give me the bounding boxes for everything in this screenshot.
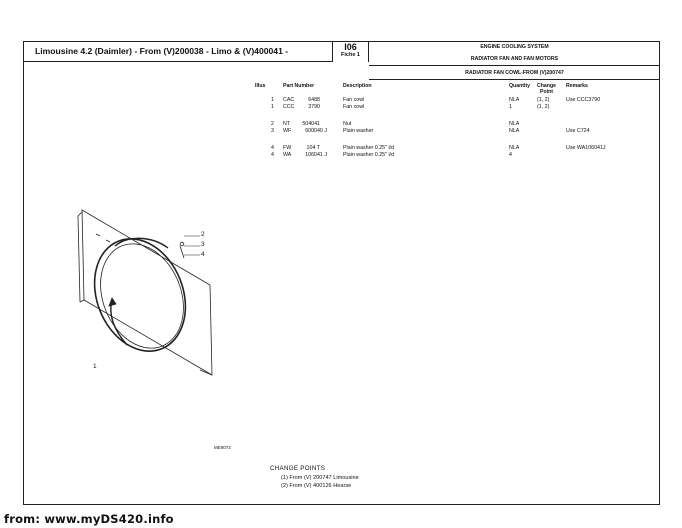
cell-prefix: WA: [283, 152, 292, 158]
cell-description: Plain washer 0.25" i/d: [343, 145, 395, 151]
section-title: RADIATOR FAN COWL-FROM (V)200747: [369, 66, 660, 80]
cell-prefix: CAC: [283, 97, 295, 103]
system-box: [369, 41, 660, 66]
header-description: Description: [343, 83, 372, 89]
subsystem-title: RADIATOR FAN AND FAN MOTORS: [470, 56, 559, 62]
header-change-point: Change: [537, 83, 557, 89]
source-watermark: from: www.myDS420.info: [4, 512, 174, 526]
cell-quantity: NLA: [509, 97, 520, 103]
header-part-number: Part Number: [283, 83, 315, 89]
callout-leaders: [184, 232, 204, 260]
fiche-box: [333, 41, 369, 62]
callout-1: 1: [93, 363, 97, 370]
cell-change: (1, 2): [537, 97, 550, 103]
callout-4: 4: [201, 251, 205, 258]
change-point-item: (2) From (V) 400126 Hearse: [281, 483, 352, 489]
cell-illus: 3: [271, 128, 274, 134]
cell-illus: 4: [271, 145, 274, 151]
cell-number: 3790: [308, 104, 320, 110]
cell-quantity: NLA: [509, 128, 520, 134]
cell-prefix: WF: [283, 128, 292, 134]
cell-number: 106041 J: [305, 152, 327, 158]
cell-number: 6488: [308, 97, 320, 103]
cell-remarks: Use CCC3790: [566, 97, 601, 103]
page-title: Limousine 4.2 (Daimler) - From (V)200038 - Limo & (V)400041 -: [23, 41, 333, 62]
cell-remarks: Use C724: [566, 128, 590, 134]
cell-change: (1, 2): [537, 104, 550, 110]
cell-number: 104 T: [306, 145, 320, 151]
cell-description: Nut: [343, 121, 352, 127]
header-remarks: Remarks: [566, 83, 588, 89]
cell-remarks: Use WA106041J: [566, 145, 606, 151]
cell-quantity: 4: [509, 152, 512, 158]
cell-quantity: NLA: [509, 121, 520, 127]
change-points-title: CHANGE POINTS: [270, 465, 326, 472]
change-points: [270, 465, 359, 489]
system-title: ENGINE COOLING SYSTEM: [480, 44, 549, 50]
fan-cowl-illustration: [70, 200, 260, 380]
arrow-head: [109, 298, 116, 306]
cell-number: 504041: [302, 121, 320, 127]
callout-2: 2: [201, 231, 205, 238]
cell-prefix: CCC: [283, 104, 295, 110]
callout-3: 3: [201, 241, 205, 248]
fiche-label: Fiche 1: [341, 52, 360, 58]
change-point-item: (1) From (V) 200747 Limousine: [281, 475, 359, 481]
figure-id: ME9072: [214, 445, 231, 450]
cell-illus: 4: [271, 152, 274, 158]
cell-prefix: FW: [283, 145, 292, 151]
cell-illus: 1: [271, 97, 274, 103]
header-change-point-2: Point: [540, 89, 553, 95]
cell-description: Fan cowl: [343, 104, 365, 110]
cell-description: Plain washer 0.25" i/d: [343, 152, 395, 158]
cell-number: 600040 J: [305, 128, 327, 134]
cell-description: Fan cowl: [343, 97, 365, 103]
cell-prefix: NT: [283, 121, 291, 127]
cell-illus: 2: [271, 121, 274, 127]
cell-description: Plain washer: [343, 128, 374, 134]
header-illus: Illus: [255, 83, 266, 89]
cell-illus: 1: [271, 104, 274, 110]
header-quantity: Quantity: [509, 83, 531, 89]
page-number: I06: [344, 42, 357, 52]
cell-quantity: 1: [509, 104, 512, 110]
cell-quantity: NLA: [509, 145, 520, 151]
